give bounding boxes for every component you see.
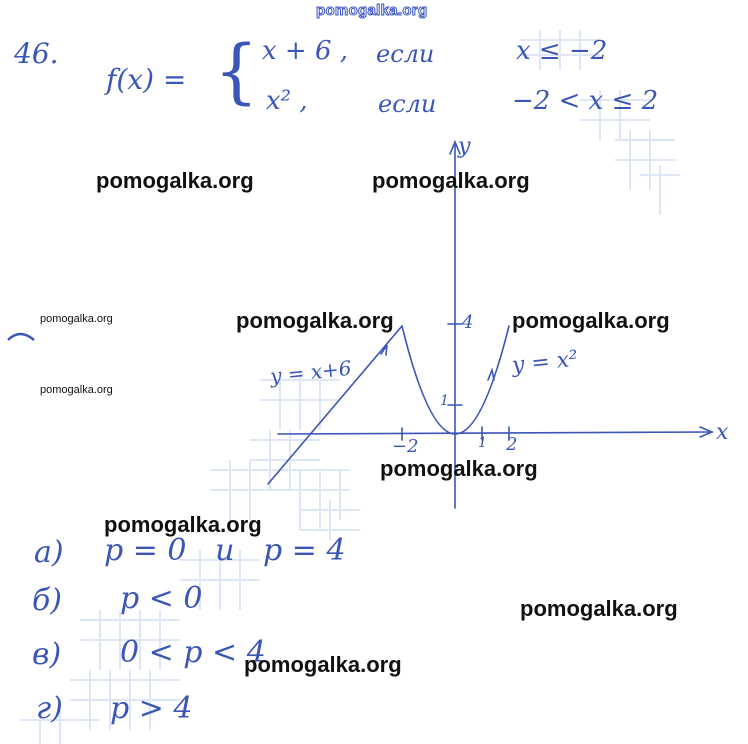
watermark-7: pomogalka.org: [520, 596, 678, 621]
y-axis-label: y: [458, 134, 471, 159]
line-equation-label: y = x+6: [268, 355, 353, 389]
watermark-8: pomogalka.org: [244, 652, 402, 677]
case2-condition: −2 < x ≤ 2: [512, 86, 659, 116]
x-axis: [278, 432, 712, 434]
watermark-4: pomogalka.org: [512, 308, 670, 333]
case1-expression: x + 6 ,: [262, 36, 349, 66]
parabola-equation-label: y = x²: [510, 346, 580, 379]
watermark-small-2: pomogalka.org: [40, 384, 113, 396]
answer-v-letter: в): [32, 637, 62, 672]
watermark-1: pomogalka.org: [96, 168, 254, 193]
answer-b-letter: б): [32, 583, 63, 618]
piecewise-brace: {: [214, 30, 259, 112]
tick-label-1-x: 1: [478, 435, 487, 451]
watermark-6: pomogalka.org: [104, 512, 262, 537]
tick-label-4: 4: [462, 312, 474, 333]
function-lhs: f(x) =: [106, 63, 187, 96]
watermark-5: pomogalka.org: [380, 456, 538, 481]
answer-a-letter: а): [34, 535, 64, 570]
watermark-2: pomogalka.org: [372, 168, 530, 193]
answer-b-text: p < 0: [120, 581, 203, 616]
parabola-arrow-mark: [488, 370, 494, 380]
answer-v-text: 0 < p < 4: [120, 635, 266, 670]
watermark-3: pomogalka.org: [236, 308, 394, 333]
watermark-small-1: pomogalka.org: [40, 313, 113, 325]
tick-label-2: 2: [506, 434, 518, 455]
tick-label-minus2: −2: [392, 436, 419, 457]
case1-condition: x ≤ −2: [516, 36, 608, 66]
case1-word: если: [376, 40, 435, 68]
header-watermark: pomogalka.org: [316, 2, 428, 19]
tick-label-1-y: 1: [440, 393, 449, 409]
case2-word: если: [378, 90, 437, 118]
answer-g-text: p > 4: [110, 691, 193, 726]
x-axis-label: x: [716, 420, 729, 445]
problem-number: 46.: [14, 37, 59, 70]
case2-expression: x² ,: [266, 86, 308, 116]
answer-g-letter: г): [36, 691, 63, 726]
side-mark-icon: [6, 326, 36, 346]
answer-a-text: p = 0 и p = 4: [104, 533, 346, 568]
